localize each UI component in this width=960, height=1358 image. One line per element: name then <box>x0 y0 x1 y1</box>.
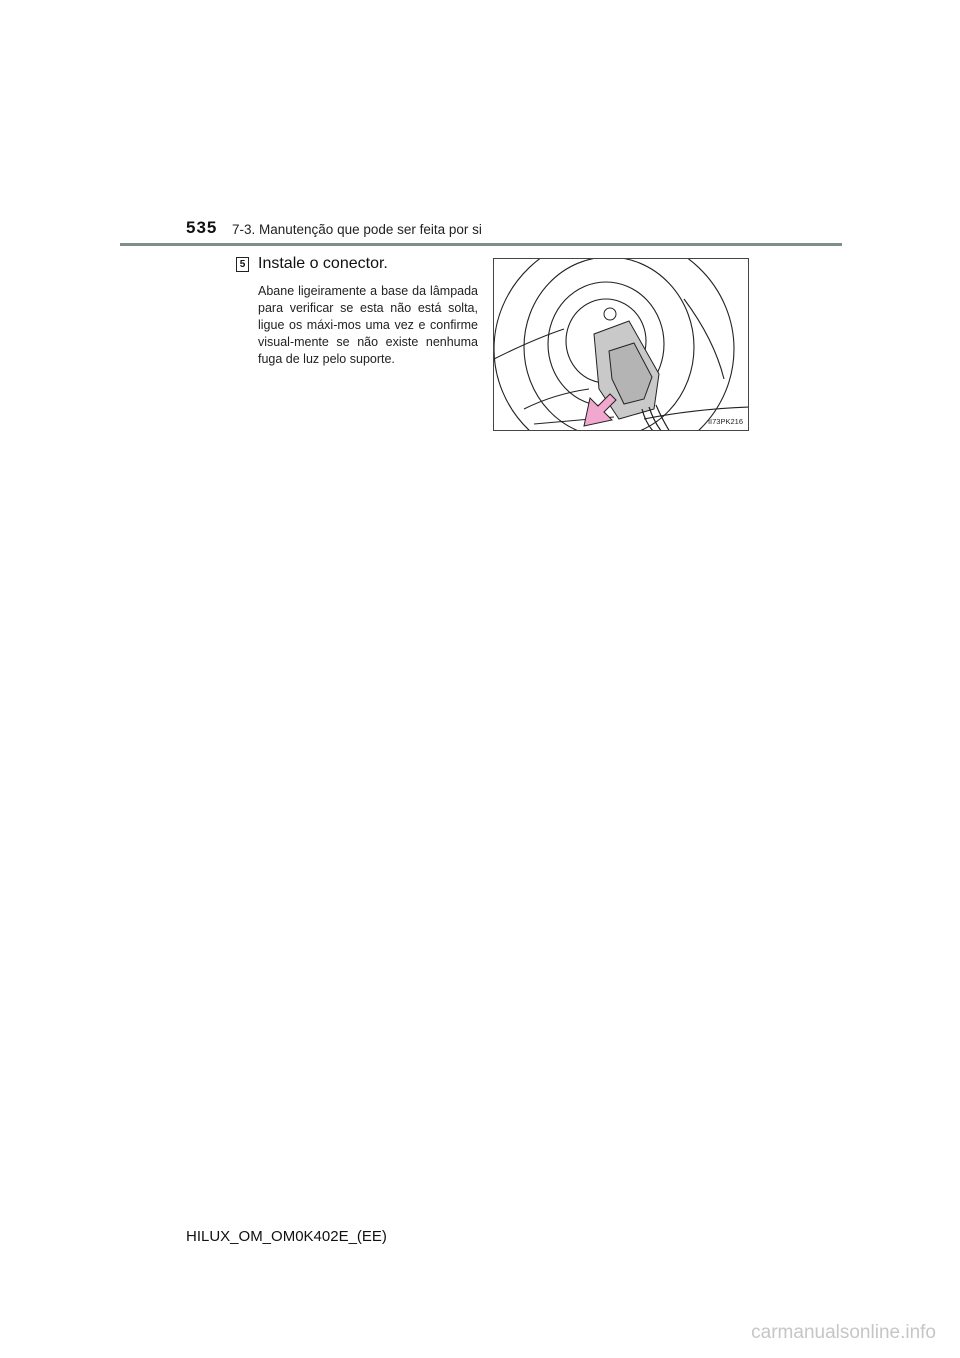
header-rule <box>120 243 842 246</box>
headlight-connector-illustration <box>494 259 749 431</box>
step-heading: Instale o conector. <box>258 255 388 272</box>
section-title: 7-3. Manutenção que pode ser feita por si <box>232 222 482 237</box>
headlight-connector-figure <box>493 258 749 431</box>
step-badge: 5 <box>236 257 249 272</box>
watermark: carmanualsonline.info <box>751 1322 936 1343</box>
push-arrow-icon <box>584 394 616 426</box>
footer-doc-code: HILUX_OM_OM0K402E_(EE) <box>186 1228 387 1245</box>
figure-code: II73PK216 <box>707 417 743 426</box>
page-number: 535 <box>186 218 218 237</box>
step-body: Abane ligeiramente a base da lâmpada para verificar se esta não está solta, ligue os máxi-mos uma vez e confirme visual-mente se não existe nenhuma fuga de luz pelo suporte. <box>258 284 478 366</box>
